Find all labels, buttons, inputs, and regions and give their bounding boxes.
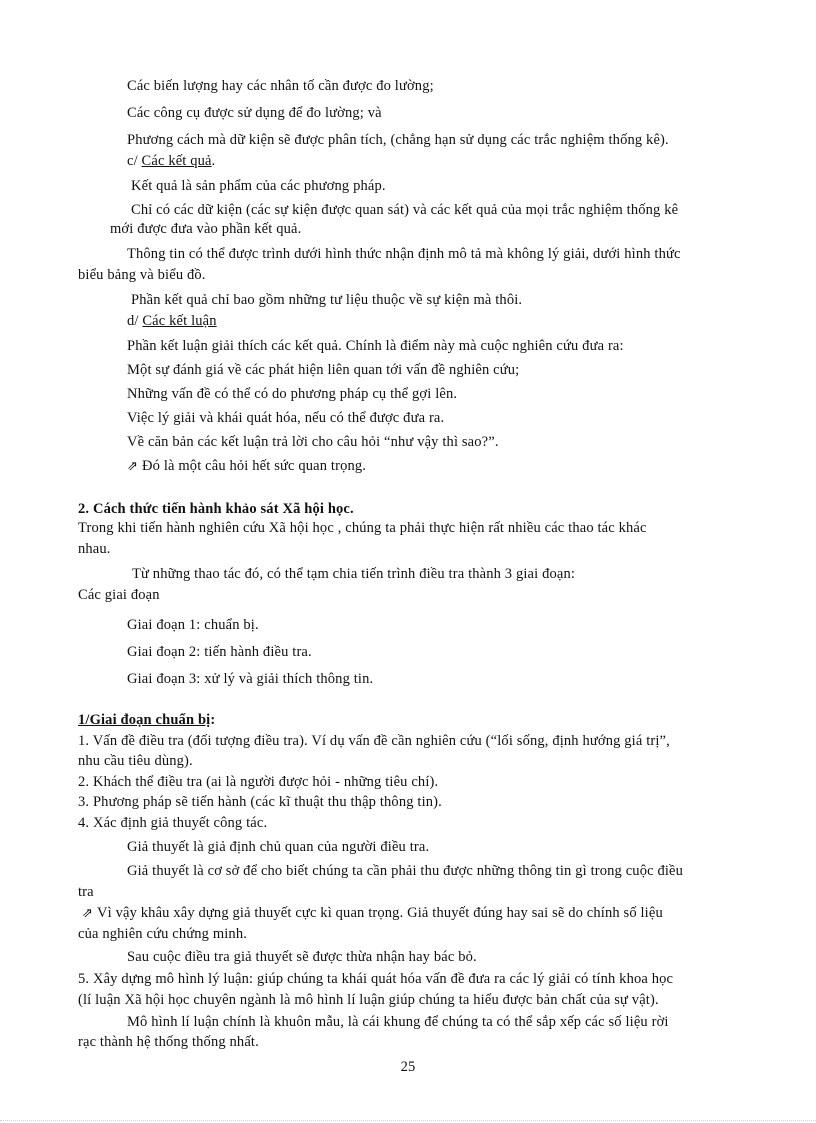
results-facts-line: Phần kết quả chỉ bao gồm những tư liệu thuộc về sự kiện mà thôi. (131, 292, 523, 308)
arrow-right-icon: ⇗ (127, 459, 139, 474)
section-c-title: Các kết quả (141, 153, 212, 169)
preparation-heading (78, 711, 215, 729)
section-d-heading (127, 312, 217, 330)
prep-item-4: 4. Xác định giả thuyết công tác. (78, 815, 268, 831)
preparation-heading-colon: : (210, 712, 216, 728)
prep-item-1-line-1: 1. Vấn đề điều tra (đối tượng điều tra). Ví dụ vấn đề cần nghiên cứu (“lối sống, định hướng giá trị”, (78, 733, 670, 749)
section-2-intro-line-2: nhau. (78, 541, 111, 557)
results-presentation-line-1: Thông tin có thể được trình dưới hình thức nhận định mô tả mà không lý giải, dưới hình thức (127, 246, 681, 262)
hypothesis-importance-line-1 (82, 904, 663, 923)
conclusion-problems-line: Những vấn đề có thể có do phương pháp cụ thể gợi lên. (127, 386, 458, 402)
section-2-heading: 2. Cách thức tiến hành khảo sát Xã hội học. (78, 501, 354, 517)
hypothesis-importance-text: Vì vậy khâu xây dựng giả thuyết cực kì quan trọng. Giả thuyết đúng hay sai sẽ do chính số liệu (97, 905, 663, 921)
hypothesis-basis-line-2: tra (78, 884, 94, 900)
conclusion-so-what-line: Về căn bản các kết luận trả lời cho câu hỏi “như vậy thì sao?”. (127, 434, 499, 450)
conclusion-generalization-line: Việc lý giải và khái quát hóa, nếu có thể được đưa ra. (127, 410, 445, 426)
section-2-stages-intro: Từ những thao tác đó, có thể tạm chia tiến trình điều tra thành 3 giai đoạn: (132, 566, 576, 582)
stages-label: Các giai đoạn (78, 587, 160, 603)
arrow-right-icon: ⇗ (82, 906, 94, 921)
results-definition-line: Kết quả là sản phẩm của các phương pháp. (131, 178, 386, 194)
hypothesis-outcome-line: Sau cuộc điều tra giả thuyết sẽ được thừa nhận hay bác bỏ. (127, 949, 477, 965)
page-bottom-divider (0, 1120, 816, 1121)
criteria-tools-line: Các công cụ được sử dụng để đo lường; và (127, 105, 382, 121)
stage-1-item: Giai đoạn 1: chuẩn bị. (127, 617, 259, 633)
section-c-suffix: . (211, 153, 216, 169)
prep-item-5-line-2: (lí luận Xã hội học chuyên ngành là mô hình lí luận giúp chúng ta hiểu được bản chất của sự vật). (78, 992, 659, 1008)
section-d-prefix: d/ (127, 313, 143, 329)
section-c-heading (127, 152, 215, 170)
conclusion-evaluation-line: Một sự đánh giá về các phát hiện liên quan tới vấn đề nghiên cứu; (127, 362, 520, 378)
section-2-intro-line-1: Trong khi tiến hành nghiên cứu Xã hội học , chúng ta phải thực hiện rất nhiều các thao tác khác (78, 520, 647, 536)
hypothesis-importance-line-2: của nghiên cứu chứng minh. (78, 926, 248, 942)
results-data-line-2: mới được đưa vào phần kết quả. (110, 221, 302, 237)
prep-item-5-line-1: 5. Xây dựng mô hình lý luận: giúp chúng ta khái quát hóa vấn đề đưa ra các lý giải có tính khoa học (78, 971, 674, 987)
criteria-variables-line: Các biến lượng hay các nhân tố cần được đo lường; (127, 78, 434, 94)
prep-item-1-line-2: nhu cầu tiêu dùng). (78, 753, 193, 769)
hypothesis-definition-line: Giả thuyết là giả định chủ quan của người điều tra. (127, 839, 430, 855)
page-number: 25 (400, 1059, 416, 1075)
prep-item-3: 3. Phương pháp sẽ tiến hành (các kĩ thuật thu thập thông tin). (78, 794, 442, 810)
section-c-prefix: c/ (127, 153, 142, 169)
criteria-analysis-line: Phương cách mà dữ kiện sẽ được phân tích, (chẳng hạn sử dụng các trắc nghiệm thống kê). (127, 132, 669, 148)
prep-item-2: 2. Khách thể điều tra (ai là người được hỏi - những tiêu chí). (78, 774, 439, 790)
model-definition-line-1: Mô hình lí luận chính là khuôn mẫu, là cái khung để chúng ta có thể sắp xếp các số liệu rời (127, 1014, 669, 1030)
conclusion-important-line (127, 457, 366, 476)
conclusion-intro-line: Phần kết luận giải thích các kết quả. Chính là điểm này mà cuộc nghiên cứu đưa ra: (127, 338, 624, 354)
results-presentation-line-2: biểu bảng và biểu đồ. (78, 267, 206, 283)
stage-3-item: Giai đoạn 3: xử lý và giải thích thông tin. (127, 671, 374, 687)
section-d-title: Các kết luận (142, 313, 217, 329)
results-data-line-1: Chỉ có các dữ kiện (các sự kiện được quan sát) và các kết quả của mọi trắc nghiệm thống kê (131, 202, 679, 218)
hypothesis-basis-line-1: Giả thuyết là cơ sở để cho biết chúng ta cần phải thu được những thông tin gì trong cuộc điều (127, 863, 684, 879)
preparation-heading-title: 1/Giai đoạn chuẩn bị (78, 712, 211, 728)
conclusion-important-text: Đó là một câu hỏi hết sức quan trọng. (142, 458, 367, 474)
stage-2-item: Giai đoạn 2: tiến hành điều tra. (127, 644, 312, 660)
model-definition-line-2: rạc thành hệ thống thống nhất. (78, 1034, 259, 1050)
